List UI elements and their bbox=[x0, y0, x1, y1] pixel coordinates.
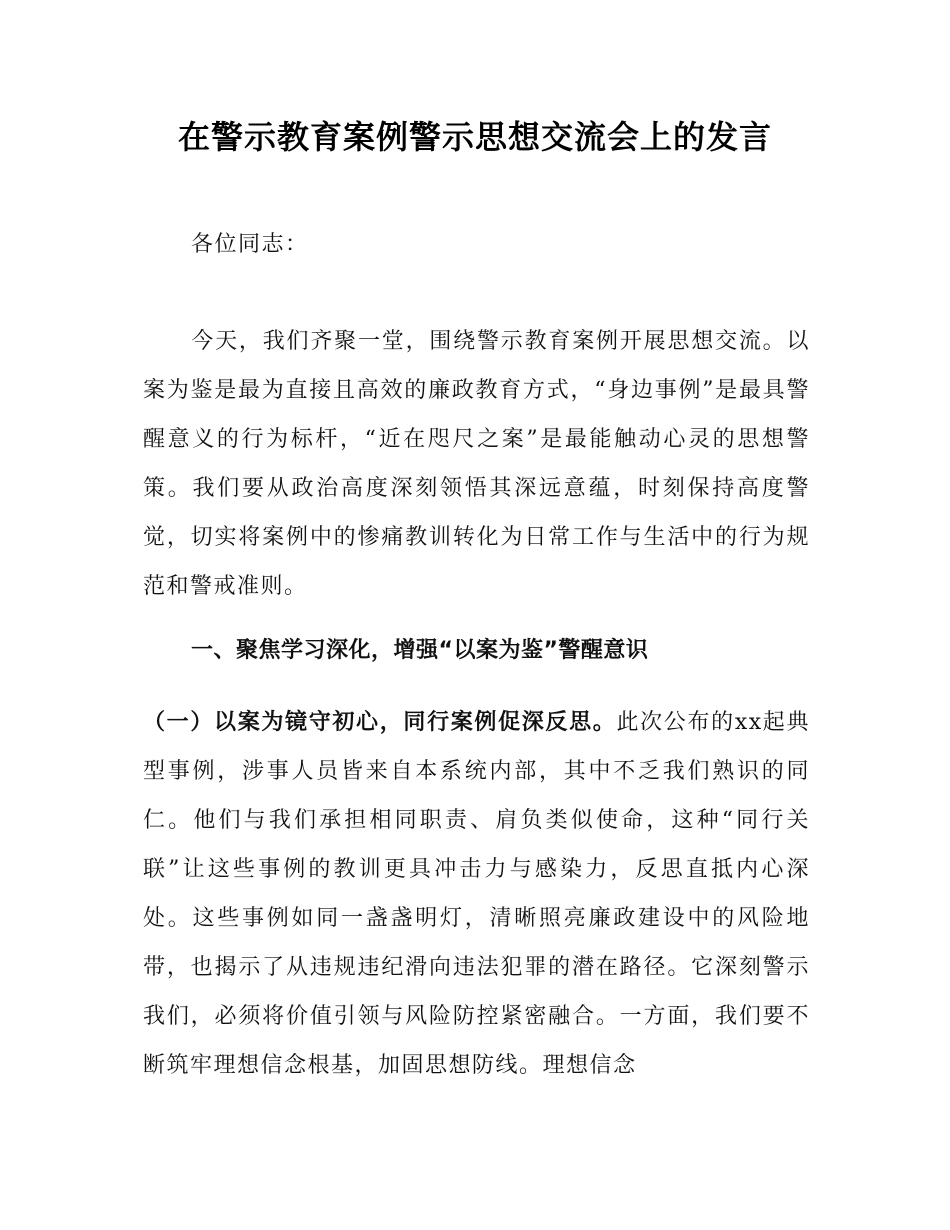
paragraph-intro-text: 今天，我们齐聚一堂，围绕警示教育案例开展思想交流。以案为鉴是最为直接且高效的廉政教育方式，“身边事例”是最具警醒意义的行为标杆，“近在咫尺之案”是最能触动心灵的思想警策。我们要从政治高度深刻领悟其深远意蕴，时刻保持高度警觉，切实将案例中的惨痛教训转化为日常工作与生活中的行为规范和警戒准则。 bbox=[143, 329, 810, 599]
document-title: 在警示教育案例警示思想交流会上的发言 bbox=[177, 118, 772, 156]
paragraph-section-1-1 bbox=[143, 698, 810, 1090]
paragraph-section-1-1-text: 此次公布的xx起典型事例，涉事人员皆来自本系统内部，其中不乏我们熟识的同仁。他们与我们承担相同职责、肩负类似使命，这种“同行关联”让这些事例的教训更具冲击力与感染力，反思直抵内心深处。这些事例如同一盏盏明灯，清晰照亮廉政建设中的风险地带，也揭示了从违规违纪滑向违法犯罪的潜在路径。它深刻警示我们，必须将价值引领与风险防控紧密融合。一方面，我们要不断筑牢理想信念根基，加固思想防线。理想信念 bbox=[143, 710, 810, 1078]
salutation: 各位同志： bbox=[191, 232, 309, 257]
subheading-1-1: （一）以案为镜守初心，同行案例促深反思。 bbox=[143, 710, 617, 735]
section-heading-1: 一、聚焦学习深化，增强“以案为鉴”警醒意识 bbox=[191, 638, 649, 663]
paragraph-intro bbox=[143, 317, 810, 611]
